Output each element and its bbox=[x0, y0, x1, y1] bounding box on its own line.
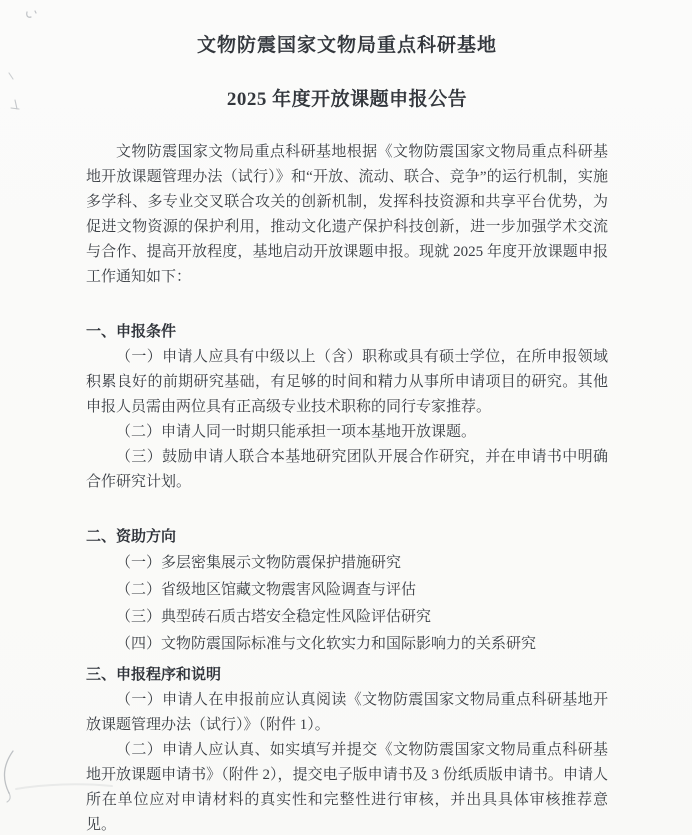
condition-item-3: （三）鼓励申请人联合本基地研究团队开展合作研究，并在申请书中明确合作研究计划。 bbox=[86, 449, 608, 490]
section-funding-directions bbox=[86, 525, 608, 658]
condition-item-1: （一）申请人应具有中级以上（含）职称或具有硕士学位，在所申报领域积累良好的前期研究基础，有足够的时间和精力从事所申请项目的研究。其他申报人员需由两位具有正高级专业技术职称的同行专家推荐。 bbox=[86, 349, 608, 415]
procedure-item-2: （二）申请人应认真、如实填写并提交《文物防震国家文物局重点科研基地开放课题申请书》（附件 2），提交电子版申请书及 3 份纸质版申请书。申请人所在单位应对申请材料的真实性和完整性进行审核，并出具具体审核推荐意见。 bbox=[86, 742, 608, 833]
intro-paragraph: 文物防震国家文物局重点科研基地根据《文物防震国家文物局重点科研基地开放课题管理办法（试行）》和“开放、流动、联合、竞争”的运行机制，实施多学科、多专业交叉联合攻关的创新机制，发挥科技资源和共享平台优势，为促进文物资源的保护利用，推动文化遗产保护科技创新，进一步加强学术交流与合作、提高开放程度，基地启动开放课题申报。现就 2025 年度开放课题申报工作通知如下： bbox=[86, 144, 608, 285]
document-title: 文物防震国家文物局重点科研基地 bbox=[196, 35, 497, 56]
section-application-procedure bbox=[86, 663, 608, 835]
section-3-heading: 三、申报程序和说明 bbox=[86, 667, 222, 683]
section-2-heading: 二、资助方向 bbox=[86, 529, 177, 545]
procedure-item-1: （一）申请人在申报前应认真阅读《文物防震国家文物局重点科研基地开放课题管理办法（试行）》（附件 1）。 bbox=[86, 692, 608, 733]
section-application-conditions bbox=[86, 320, 608, 495]
scan-curve-bottom-left bbox=[4, 751, 13, 793]
scan-speck-top bbox=[27, 11, 36, 17]
scan-speck-mid-2 bbox=[11, 100, 19, 109]
funding-direction-4: （四）文物防震国际标准与文化软实力和国际影响力的关系研究 bbox=[116, 636, 537, 652]
funding-direction-3: （三）典型砖石质古塔安全稳定性风险评估研究 bbox=[116, 609, 432, 625]
section-1-heading: 一、申报条件 bbox=[86, 324, 177, 340]
funding-direction-2: （二）省级地区馆藏文物震害风险调查与评估 bbox=[116, 582, 417, 598]
scan-curve-hook bbox=[7, 793, 10, 802]
scan-speck-mid-1 bbox=[9, 73, 13, 79]
document-subtitle: 2025 年度开放课题申报公告 bbox=[226, 89, 468, 110]
condition-item-2: （二）申请人同一时期只能承担一项本基地开放课题。 bbox=[116, 424, 477, 440]
funding-direction-1: （一）多层密集展示文物防震保护措施研究 bbox=[116, 555, 402, 571]
